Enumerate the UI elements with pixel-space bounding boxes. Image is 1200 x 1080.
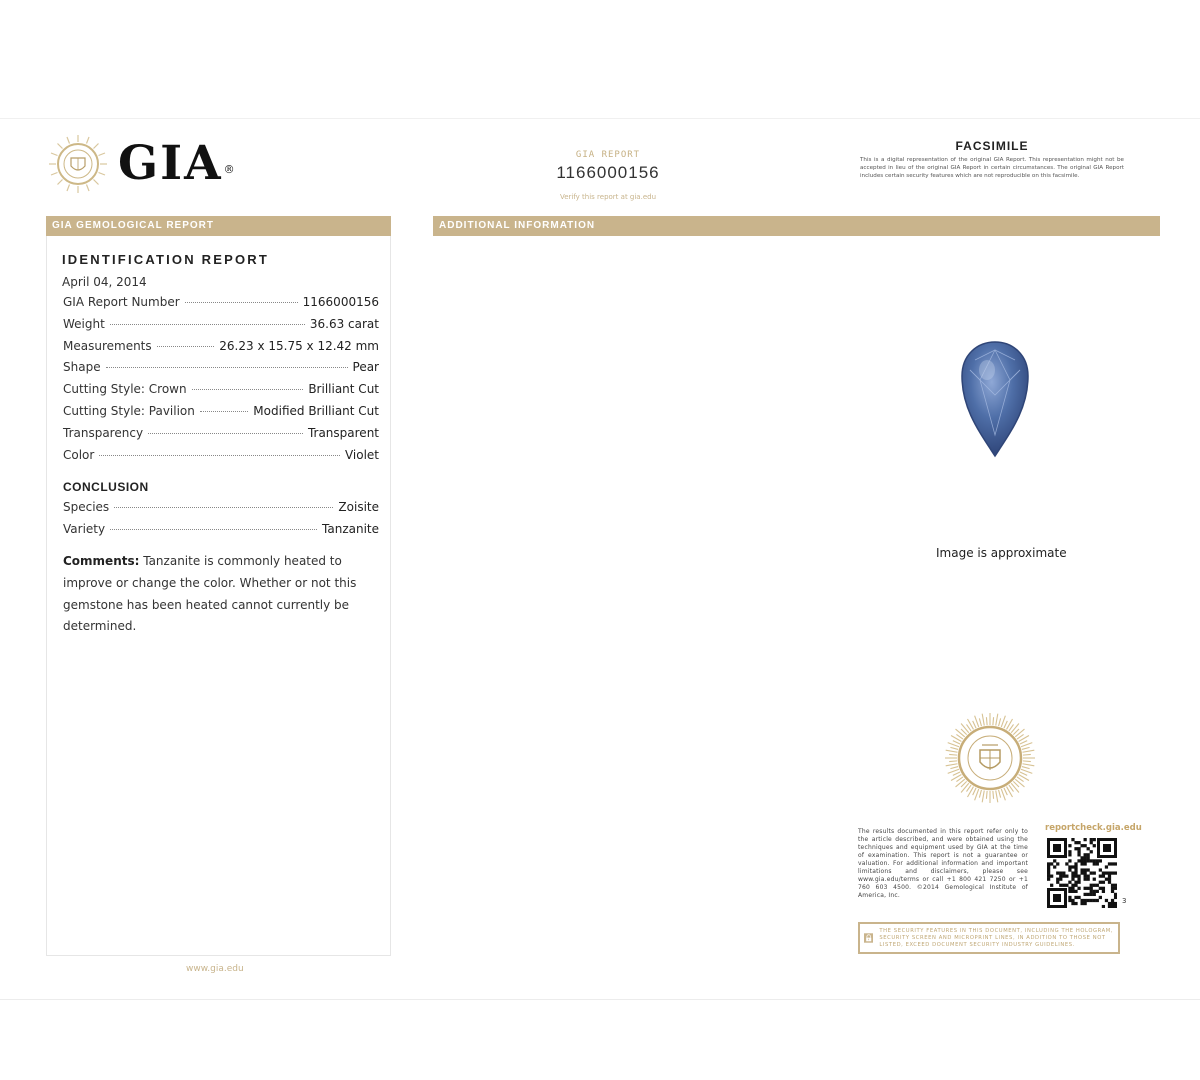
report-number: 1166000156 xyxy=(556,163,660,182)
security-features-box xyxy=(858,922,1120,954)
disclaimer-text: The results documented in this report refer only to the article described, and were obtained using the techniques and equipment used by GIA at the time of examination. This report is not a guarantee or valuation. For additional information and important limitations and disclaimers, please see www.gia.edu/terms or call +1 800 421 7250 or +1 760 603 4500. ©2014 Gemological Institute of America, Inc. xyxy=(858,828,1028,899)
detail-row: Weight 36.63 carat xyxy=(63,316,379,331)
conclusion-row: Variety Tanzanite xyxy=(63,521,379,536)
detail-row: Shape Pear xyxy=(63,360,379,375)
report-title: IDENTIFICATION REPORT xyxy=(62,252,270,267)
verify-link[interactable]: Verify this report at gia.edu xyxy=(559,193,657,201)
detail-row: Cutting Style: Pavilion Modified Brilliant Cut xyxy=(63,403,379,418)
gia-website-link[interactable]: www.gia.edu xyxy=(186,964,244,974)
conclusion-row: Species Zoisite xyxy=(63,500,379,514)
gia-logo: GIA® xyxy=(118,136,237,191)
gia-seal-icon xyxy=(48,134,108,194)
gemological-report-bar: GIA GEMOLOGICAL REPORT xyxy=(46,216,391,236)
comments-label: Comments: xyxy=(63,554,140,568)
reportcheck-link[interactable]: reportcheck.gia.edu xyxy=(1045,823,1142,833)
gia-seal-icon xyxy=(944,712,1036,804)
comments xyxy=(63,551,383,638)
detail-row: Measurements 26.23 x 15.75 x 12.42 mm xyxy=(63,338,379,353)
qr-number: 3 xyxy=(1122,897,1127,905)
report-date: April 04, 2014 xyxy=(62,275,147,289)
security-text: THE SECURITY FEATURES IN THIS DOCUMENT, INCLUDING THE HOLOGRAM, SECURITY SCREEN AND MICROPRINT LINES, IN ADDITION TO THOSE NOT LISTED, EXCEED DOCUMENT SECURITY INDUSTRY GUIDELINES. xyxy=(879,927,1114,948)
qr-code-icon[interactable] xyxy=(1047,838,1117,908)
detail-row: Cutting Style: Crown Brilliant Cut xyxy=(63,382,379,397)
gem-image xyxy=(960,340,1030,458)
detail-row: Color Violet xyxy=(63,447,379,462)
additional-information-bar: ADDITIONAL INFORMATION xyxy=(433,216,1160,236)
detail-row: Transparency Transparent xyxy=(63,425,379,440)
detail-row: GIA Report Number 1166000156 xyxy=(63,295,379,309)
image-caption: Image is approximate xyxy=(936,546,1067,560)
comments-text: Tanzanite is commonly heated to improve or change the color. Whether or not this gemstone has been heated cannot currently be determined. xyxy=(63,554,357,634)
conclusion-details xyxy=(63,500,379,544)
report-details xyxy=(63,295,379,469)
facsimile-notice xyxy=(860,139,1124,180)
facsimile-title: FACSIMILE xyxy=(955,139,1029,153)
facsimile-text: This is a digital representation of the original GIA Report. This representation might not be accepted in lieu of the original GIA Report in certain circumstances. The original GIA Report includes certain security features which are not reproducible on this facsimile. xyxy=(860,157,1124,179)
report-number-block xyxy=(540,150,676,201)
lock-icon xyxy=(864,925,873,951)
conclusion-heading: CONCLUSION xyxy=(63,480,149,494)
report-label: GIA REPORT xyxy=(575,150,641,160)
